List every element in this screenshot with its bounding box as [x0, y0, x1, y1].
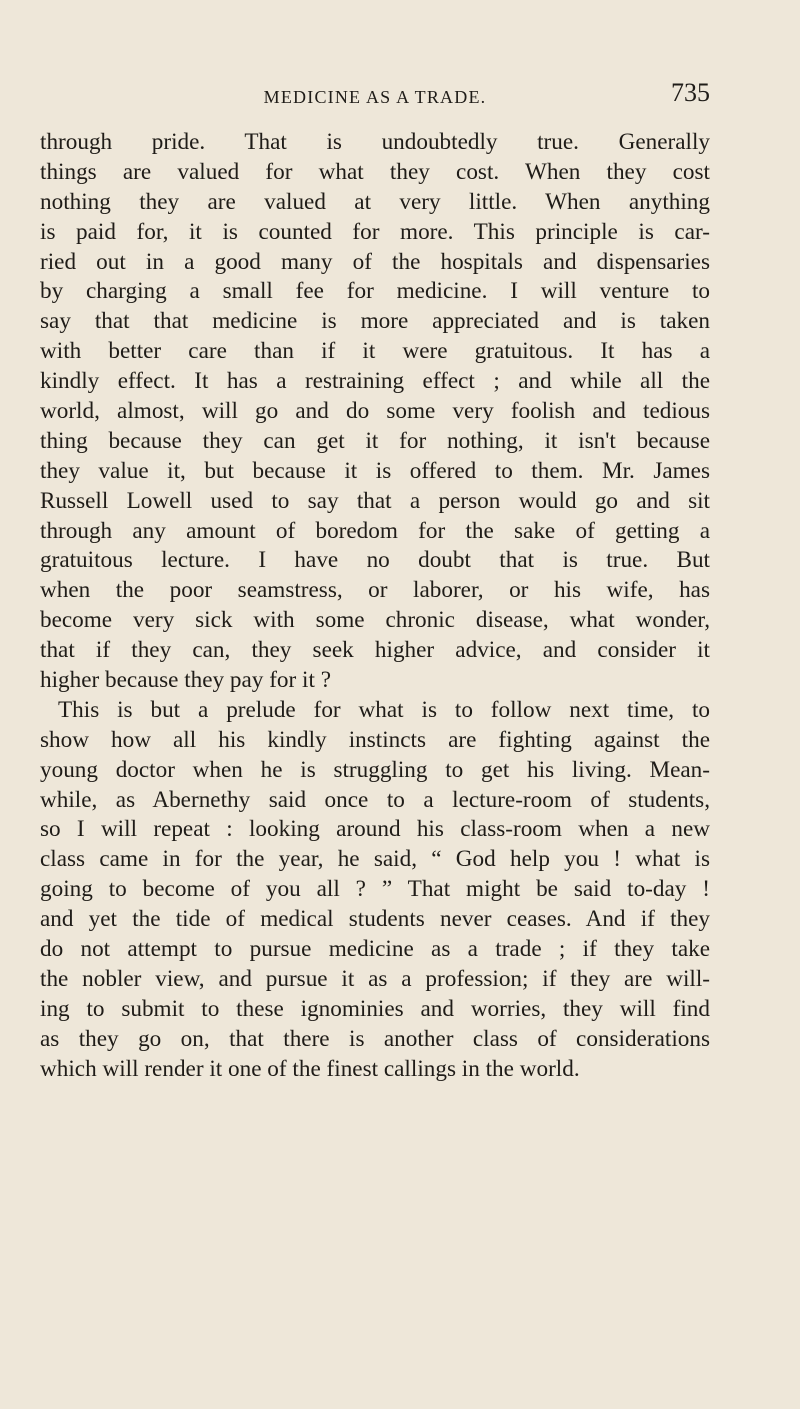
text-line: Russell Lowell used to say that a person would go and sit: [40, 487, 710, 514]
page-number: 735: [671, 78, 710, 107]
text-line: going to become of you all ? ” That might be said to-day !: [40, 876, 710, 903]
text-line: is paid for, it is counted for more. This principle is car-: [40, 218, 710, 245]
text-line: kindly effect. It has a restraining effect ; and while all the: [40, 368, 710, 395]
text-line: as they go on, that there is another class of considerations: [40, 1025, 710, 1052]
text-line: and yet the tide of medical students never ceases. And if they: [40, 906, 710, 933]
text-line: say that that medicine is more appreciated and is taken: [40, 308, 710, 335]
text-line: so I will repeat : looking around his class-room when a new: [40, 816, 710, 843]
text-line: show how all his kindly instincts are fighting against the: [40, 726, 710, 753]
text-line: ried out in a good many of the hospitals and dispensaries: [40, 248, 710, 275]
text-line: young doctor when he is struggling to get his living. Mean-: [40, 756, 710, 783]
text-line: by charging a small fee for medicine. I will venture to: [40, 278, 710, 305]
text-line: higher because they pay for it ?: [40, 667, 332, 694]
text-line: they value it, but because it is offered to them. Mr. James: [40, 457, 710, 484]
text-line: with better care than if it were gratuitous. It has a: [40, 338, 710, 365]
text-line: do not attempt to pursue medicine as a trade ; if they take: [40, 936, 710, 963]
text-line: This is but a prelude for what is to follow next time, to: [58, 696, 710, 723]
text-line: become very sick with some chronic disease, what wonder,: [40, 607, 710, 634]
text-line: through pride. That is undoubtedly true. Generally: [40, 129, 710, 155]
text-line: class came in for the year, he said, “ God help you ! what is: [40, 846, 710, 873]
text-line: things are valued for what they cost. When they cost: [40, 158, 710, 185]
text-line: thing because they can get it for nothing, it isn't because: [40, 427, 710, 454]
text-line: that if they can, they seek higher advice, and consider it: [40, 637, 710, 664]
text-line: nothing they are valued at very little. When anything: [40, 188, 710, 215]
text-line: the nobler view, and pursue it as a profession; if they are will-: [40, 965, 710, 992]
text-line: when the poor seamstress, or laborer, or his wife, has: [40, 577, 710, 604]
page-header: [40, 78, 710, 108]
body-text: [40, 128, 710, 1085]
text-line: world, almost, will go and do some very foolish and tedious: [40, 398, 710, 425]
text-line: through any amount of boredom for the sake of getting a: [40, 517, 710, 544]
text-line: ing to submit to these ignominies and worries, they will find: [40, 995, 710, 1022]
text-line: which will render it one of the finest callings in the world.: [40, 1055, 580, 1082]
text-line: gratuitous lecture. I have no doubt that is true. But: [40, 547, 710, 574]
text-line: while, as Abernethy said once to a lecture-room of students,: [40, 786, 710, 813]
running-head: MEDICINE AS A TRADE.: [263, 87, 487, 107]
